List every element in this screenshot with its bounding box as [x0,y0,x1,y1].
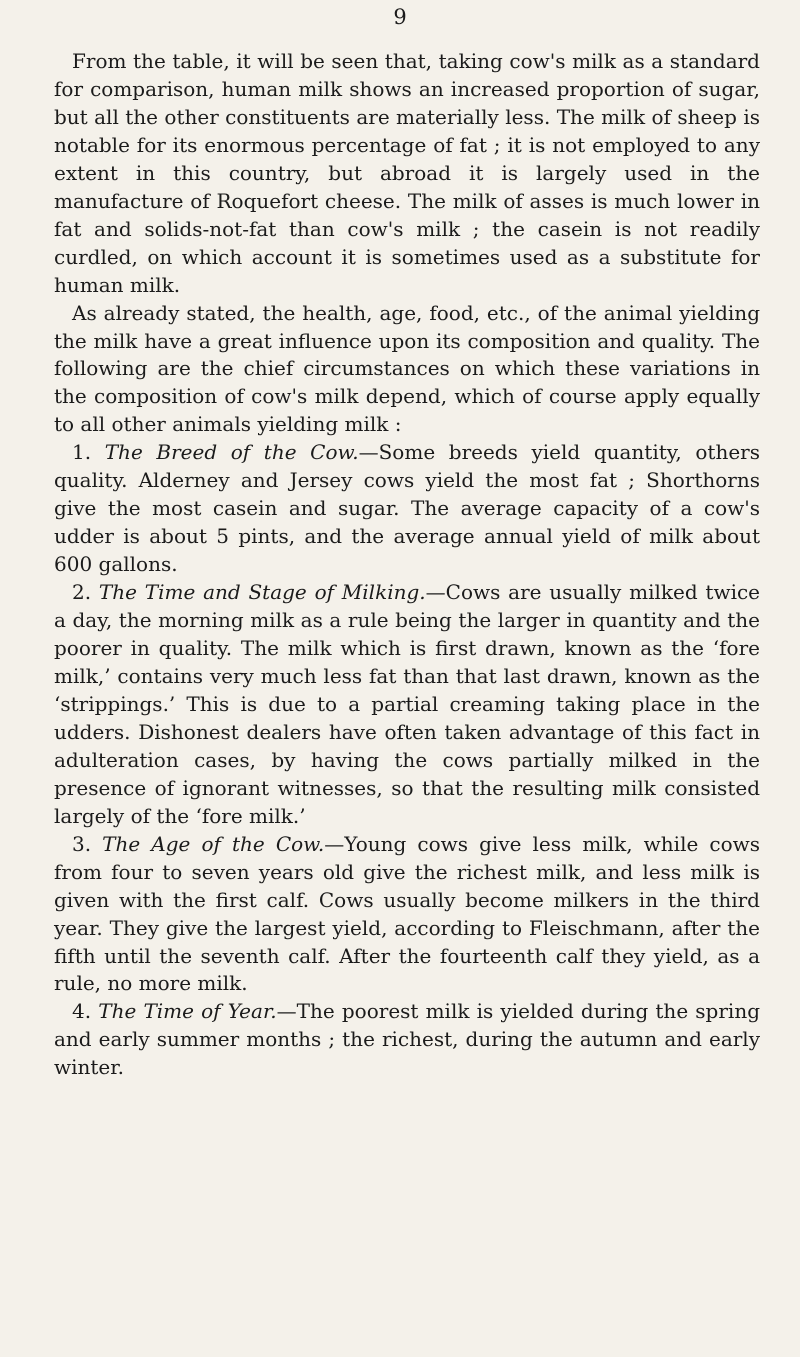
item-heading: The Age of the Cow. [102,831,325,856]
item-text: —The poorest milk is yielded during the spring and early summer months ; the richest, during the autumn and early winter. [54,999,761,1080]
item-heading: The Time and Stage of Milking. [98,580,426,605]
item-heading: The Breed of the Cow. [104,440,359,465]
item-text: —Cows are usually milked twice a day, the morning milk as a rule being the larger in quantity and the poorer in quality. The milk which is first drawn, known as the ‘fore milk,’ contains very much less fat than that last drawn, known as the ‘strippings.’ This is due to a partial creaming taking place in the udders. Dishonest dealers have often taken advantage of this fact in adulteration cases, by having the cows partially milked in the presence of ignorant witnesses, so that the resulting milk consisted largely of the ‘fore milk.’ [54,580,761,828]
list-item-milking-time [54,579,760,831]
paragraph-milk-comparison: From the table, it will be seen that, taking cow's milk as a standard for comparison, human milk shows an increased proportion of sugar, but all the other constituents are materially less. The milk of sheep is notable for its enormous percentage of fat ; it is not employed to any extent in this country, but abroad it is largely used in the manufacture of Roquefort cheese. The milk of asses is much lower in fat and solids-not-fat than cow's milk ; the casein is not readily curdled, on which account it is sometimes used as a substitute for human milk. [54,49,760,297]
item-heading: The Time of Year. [98,999,277,1024]
item-number: 4. [72,999,92,1024]
item-number: 3. [72,831,92,856]
item-text: —Young cows give less milk, while cows from four to seven years old give the richest milk, and less milk is given with the first calf. Cows usually become milkers in the third year. They give the largest yield, according to Fleischmann, after the fifth until the seventh calf. After the fourteenth calf they yield, as a rule, no more milk. [54,831,760,996]
paragraph-variation-circumstances: As already stated, the health, age, food, etc., of the animal yielding the milk have a great influence upon its composition and quality. The following are the chief circumstances on which these variations in the composition of cow's milk depend, which of course apply equally to all other animals yielding milk : [54,300,760,437]
page-number: 9 [393,5,407,29]
list-item-breed [54,439,760,579]
item-text: —Some breeds yield quantity, others quality. Alderney and Jersey cows yield the most fat ; Shorthorns give the most casein and sugar. The average capacity of a cow's udder is about 5 pints, and the average annual yield of milk about 600 gallons. [54,440,761,577]
item-number: 2. [72,580,92,605]
list-item-cow-age [54,831,760,999]
item-number: 1. [72,440,92,465]
list-item-time-of-year [54,998,760,1082]
body-text [54,48,760,1082]
